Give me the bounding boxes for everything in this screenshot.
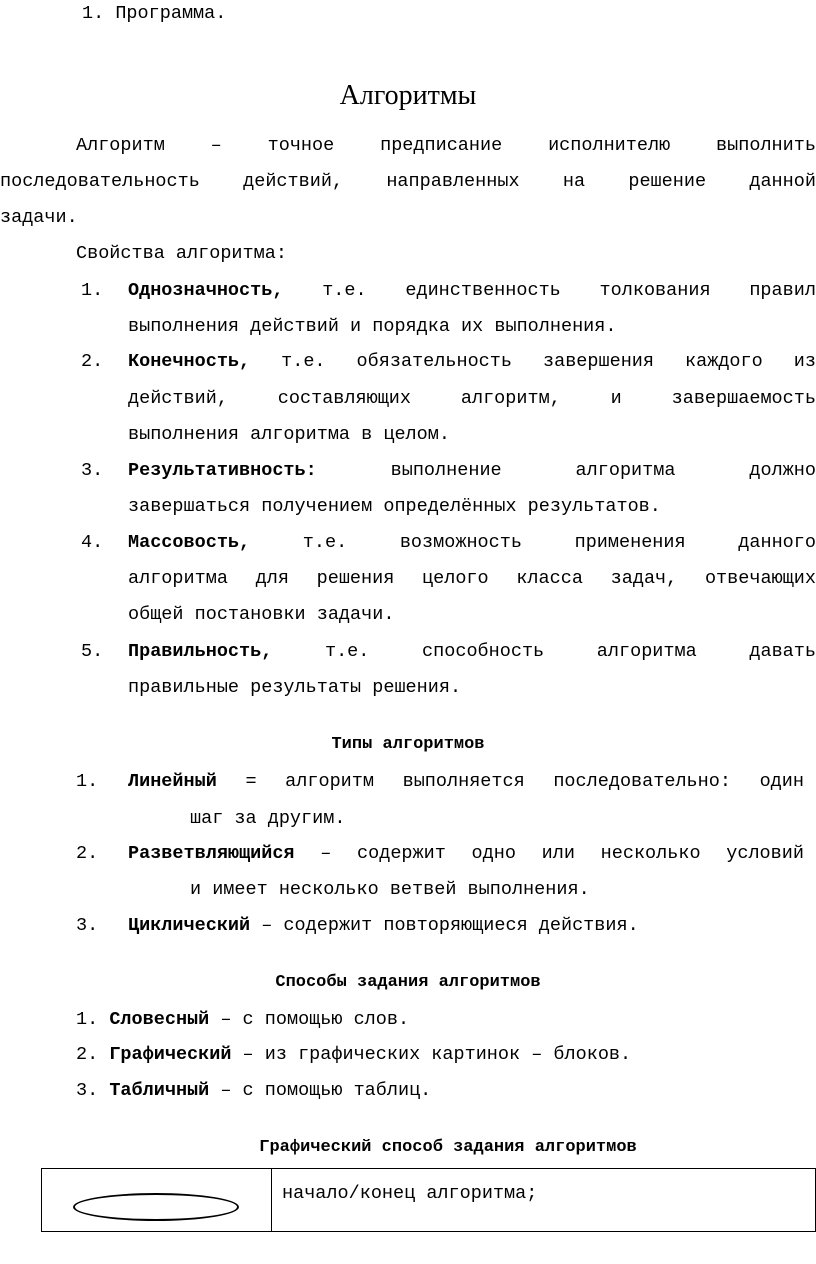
list-text: Программа. (115, 3, 227, 24)
property-number: 4. (81, 532, 104, 553)
property-2-line-2: действий, составляющих алгоритм, и завершаемость (128, 388, 816, 409)
type-1-line-2: шаг за другим. (190, 808, 346, 829)
type-number: 2. (76, 843, 99, 864)
method-item: 1. Словесный – с помощью слов. (76, 1009, 410, 1030)
property-3-line-2: завершаться получением определённых результатов. (128, 496, 661, 517)
property-number: 1. (81, 280, 104, 301)
definition-line-3: задачи. (0, 207, 78, 228)
methods-heading: Способы задания алгоритмов (275, 973, 541, 992)
property-1-line-1: Однозначность, т.е. единственность толкования правил (128, 280, 816, 301)
property-2-line-1: Конечность, т.е. обязательность завершения каждого из (128, 351, 816, 372)
header-list-item (82, 3, 226, 24)
table-row (42, 1169, 816, 1232)
method-term: Табличный (109, 1080, 210, 1101)
property-1-line-2: выполнения действий и порядка их выполнения. (128, 316, 617, 337)
property-4-line-1: Массовость, т.е. возможность применения данного (128, 532, 816, 553)
method-item: 3. Табличный – с помощью таблиц. (76, 1080, 432, 1101)
page-title: Алгоритмы (339, 80, 477, 111)
property-number: 2. (81, 351, 104, 372)
description-cell (272, 1169, 816, 1232)
method-item: 2. Графический – из графических картинок – блоков. (76, 1044, 632, 1065)
property-term: Массовость, (128, 532, 251, 553)
type-term: Линейный (128, 771, 217, 792)
symbol-cell (42, 1169, 272, 1232)
method-term: Графический (109, 1044, 232, 1065)
method-number: 2. (76, 1044, 99, 1065)
type-number: 1. (76, 771, 99, 792)
graphic-heading: Графический способ задания алгоритмов (259, 1138, 637, 1157)
definition-line-2: последовательность действий, направленных на решение данной (0, 171, 816, 192)
definition-line-1: Алгоритм – точное предписание исполнителю выполнить (76, 135, 816, 156)
method-term: Словесный (109, 1009, 210, 1030)
type-number: 3. (76, 915, 99, 936)
property-5-line-2: правильные результаты решения. (128, 677, 462, 698)
type-2-line-1: Разветвляющийся – содержит одно или несколько условий (128, 843, 804, 864)
oval-terminator-icon (73, 1193, 239, 1221)
type-3-line: Циклический – содержит повторяющиеся действия. (128, 915, 639, 936)
properties-intro: Свойства алгоритма: (76, 243, 287, 264)
property-term: Конечность, (128, 351, 251, 372)
type-1-line-1: Линейный = алгоритм выполняется последовательно: один (128, 771, 804, 792)
property-term: Результативность: (128, 460, 317, 481)
type-term: Разветвляющийся (128, 843, 295, 864)
flowchart-symbols-table (41, 1168, 816, 1232)
method-number: 3. (76, 1080, 99, 1101)
list-number: 1. (82, 3, 105, 24)
property-number: 5. (81, 641, 104, 662)
property-5-line-1: Правильность, т.е. способность алгоритма давать (128, 641, 816, 662)
symbol-description: начало/конец алгоритма; (282, 1183, 538, 1204)
property-4-line-2: алгоритма для решения целого класса задач, отвечающих (128, 568, 816, 589)
property-number: 3. (81, 460, 104, 481)
type-2-line-2: и имеет несколько ветвей выполнения. (190, 879, 590, 900)
type-term: Циклический (128, 915, 251, 936)
property-term: Правильность, (128, 641, 273, 662)
types-heading: Типы алгоритмов (331, 735, 485, 754)
method-number: 1. (76, 1009, 99, 1030)
property-term: Однозначность, (128, 280, 284, 301)
property-2-line-3: выполнения алгоритма в целом. (128, 424, 450, 445)
property-3-line-1: Результативность: выполнение алгоритма должно (128, 460, 816, 481)
property-4-line-3: общей постановки задачи. (128, 604, 395, 625)
